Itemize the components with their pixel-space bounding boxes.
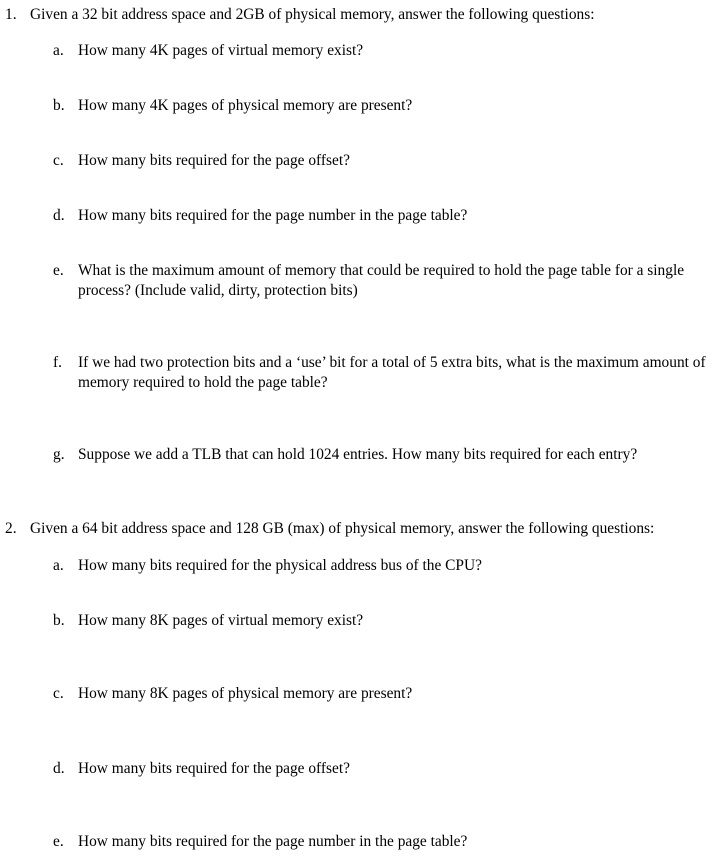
item-text: How many 8K pages of physical memory are present? bbox=[78, 685, 413, 702]
item-text: How many 4K pages of virtual memory exist? bbox=[78, 42, 364, 59]
item-text: Suppose we add a TLB that can hold 1024 entries. How many bits required for each entry? bbox=[78, 446, 638, 463]
item-text: How many bits required for the page offset? bbox=[78, 760, 350, 777]
item-letter: a. bbox=[53, 42, 64, 59]
item-letter: e. bbox=[53, 833, 64, 850]
item-letter: e. bbox=[53, 262, 64, 279]
item-letter: c. bbox=[53, 152, 64, 169]
item-text: How many 4K pages of physical memory are present? bbox=[78, 97, 413, 114]
item-letter: g. bbox=[53, 446, 65, 463]
item-text: How many bits required for the page number in the page table? bbox=[78, 833, 468, 850]
item-letter: d. bbox=[53, 760, 65, 777]
question-number: 1. bbox=[5, 6, 17, 23]
item-text: How many bits required for the page number in the page table? bbox=[78, 207, 468, 224]
item-text: If we had two protection bits and a ‘use’ bit for a total of 5 extra bits, what is the maximum amount of memory required to hold the page table? bbox=[78, 354, 706, 391]
item-letter: b. bbox=[53, 97, 65, 114]
item-letter: b. bbox=[53, 612, 65, 629]
item-text: How many bits required for the page offset? bbox=[78, 152, 350, 169]
item-text: How many 8K pages of virtual memory exist? bbox=[78, 612, 364, 629]
question-prompt: Given a 64 bit address space and 128 GB (max) of physical memory, answer the following questions: bbox=[30, 520, 655, 537]
question-prompt: Given a 32 bit address space and 2GB of physical memory, answer the following questions: bbox=[30, 6, 595, 23]
item-letter: c. bbox=[53, 685, 64, 702]
item-letter: a. bbox=[53, 557, 64, 574]
item-text: How many bits required for the physical address bus of the CPU? bbox=[78, 557, 482, 574]
item-letter: f. bbox=[53, 354, 62, 371]
question-number: 2. bbox=[5, 520, 17, 537]
item-text: What is the maximum amount of memory that could be required to hold the page table for a single process? (Include valid, dirty, protection bits) bbox=[78, 262, 685, 299]
item-letter: d. bbox=[53, 207, 65, 224]
